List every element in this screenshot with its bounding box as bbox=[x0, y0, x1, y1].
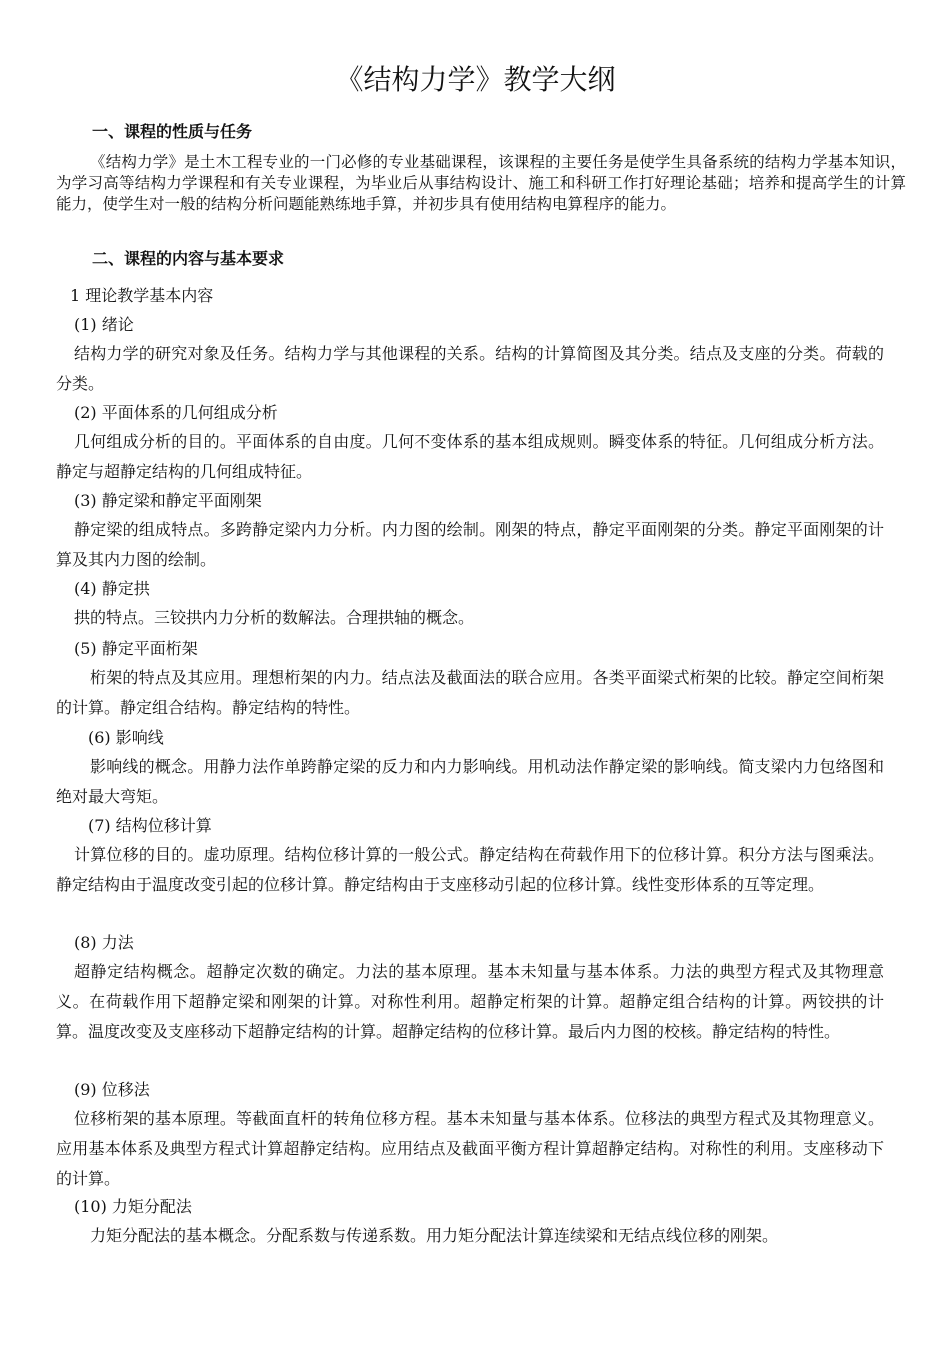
subsection-heading: 1 理论教学基本内容 bbox=[70, 286, 214, 305]
topic-body-4: 拱的特点。三铰拱内力分析的数解法。合理拱轴的概念。 bbox=[74, 608, 475, 627]
topic-heading-2: (2) 平面体系的几何组成分析 bbox=[74, 403, 278, 422]
page-title: 《结构力学》教学大纲 bbox=[335, 63, 616, 96]
topic-body-1: 结构力学的研究对象及任务。结构力学与其他课程的关系。结构的计算简图及其分类。结点及支座的分类。荷载的分类。 bbox=[56, 344, 884, 393]
topic-heading-7: (7) 结构位移计算 bbox=[88, 816, 212, 835]
topic-body-8: 超静定结构概念。超静定次数的确定。力法的基本原理。基本未知量与基本体系。力法的典型方程式及其物理意义。在荷载作用下超静定梁和刚架的计算。对称性利用。超静定桁架的计算。超静定组合结构的计算。两铰拱的计算。温度改变及支座移动下超静定结构的计算。超静定结构的位移计算。最后内力图的校核。静定结构的特性。 bbox=[56, 962, 884, 1041]
topic-body-10: 力矩分配法的基本概念。分配系数与传递系数。用力矩分配法计算连续梁和无结点线位移的刚架。 bbox=[90, 1226, 779, 1245]
topic-body-9: 位移桁架的基本原理。等截面直杆的转角位移方程。基本未知量与基本体系。位移法的典型方程式及其物理意义。应用基本体系及典型方程式计算超静定结构。应用结点及截面平衡方程计算超静定结构。对称性的利用。支座移动下的计算。 bbox=[56, 1109, 884, 1188]
topic-heading-3: (3) 静定梁和静定平面刚架 bbox=[74, 491, 262, 510]
section-heading-content: 二、课程的内容与基本要求 bbox=[92, 249, 285, 268]
topic-heading-10: (10) 力矩分配法 bbox=[74, 1197, 192, 1216]
topic-heading-5: (5) 静定平面桁架 bbox=[74, 639, 198, 658]
topic-body-3: 静定梁的组成特点。多跨静定梁内力分析。内力图的绘制。刚架的特点，静定平面刚架的分类。静定平面刚架的计算及其内力图的绘制。 bbox=[56, 520, 884, 569]
topic-heading-9: (9) 位移法 bbox=[74, 1080, 150, 1099]
topic-body-2: 几何组成分析的目的。平面体系的自由度。几何不变体系的基本组成规则。瞬变体系的特征。几何组成分析方法。静定与超静定结构的几何组成特征。 bbox=[56, 432, 884, 481]
section-heading-nature: 一、课程的性质与任务 bbox=[92, 122, 253, 141]
topic-heading-6: (6) 影响线 bbox=[88, 728, 164, 747]
topic-body-5: 桁架的特点及其应用。理想桁架的内力。结点法及截面法的联合应用。各类平面梁式桁架的比较。静定空间桁架的计算。静定组合结构。静定结构的特性。 bbox=[56, 668, 884, 717]
topic-body-6: 影响线的概念。用静力法作单跨静定梁的反力和内力影响线。用机动法作静定梁的影响线。简支梁内力包络图和绝对最大弯矩。 bbox=[56, 757, 884, 806]
topic-heading-8: (8) 力法 bbox=[74, 933, 134, 952]
topic-heading-1: (1) 绪论 bbox=[74, 315, 134, 334]
topic-heading-4: (4) 静定拱 bbox=[74, 579, 150, 598]
topic-body-7: 计算位移的目的。虚功原理。结构位移计算的一般公式。静定结构在荷载作用下的位移计算。积分方法与图乘法。静定结构由于温度改变引起的位移计算。静定结构由于支座移动引起的位移计算。线性变形体系的互等定理。 bbox=[56, 845, 884, 894]
section-body-nature: 《结构力学》是土木工程专业的一门必修的专业基础课程，该课程的主要任务是使学生具备系统的结构力学基本知识，为学习高等结构力学课程和有关专业课程，为毕业后从事结构设计、施工和科研工作打好理论基础；培养和提高学生的计算能力，使学生对一般的结构分析问题能熟练地手算，并初步具有使用结构电算程序的能力。 bbox=[56, 153, 906, 213]
